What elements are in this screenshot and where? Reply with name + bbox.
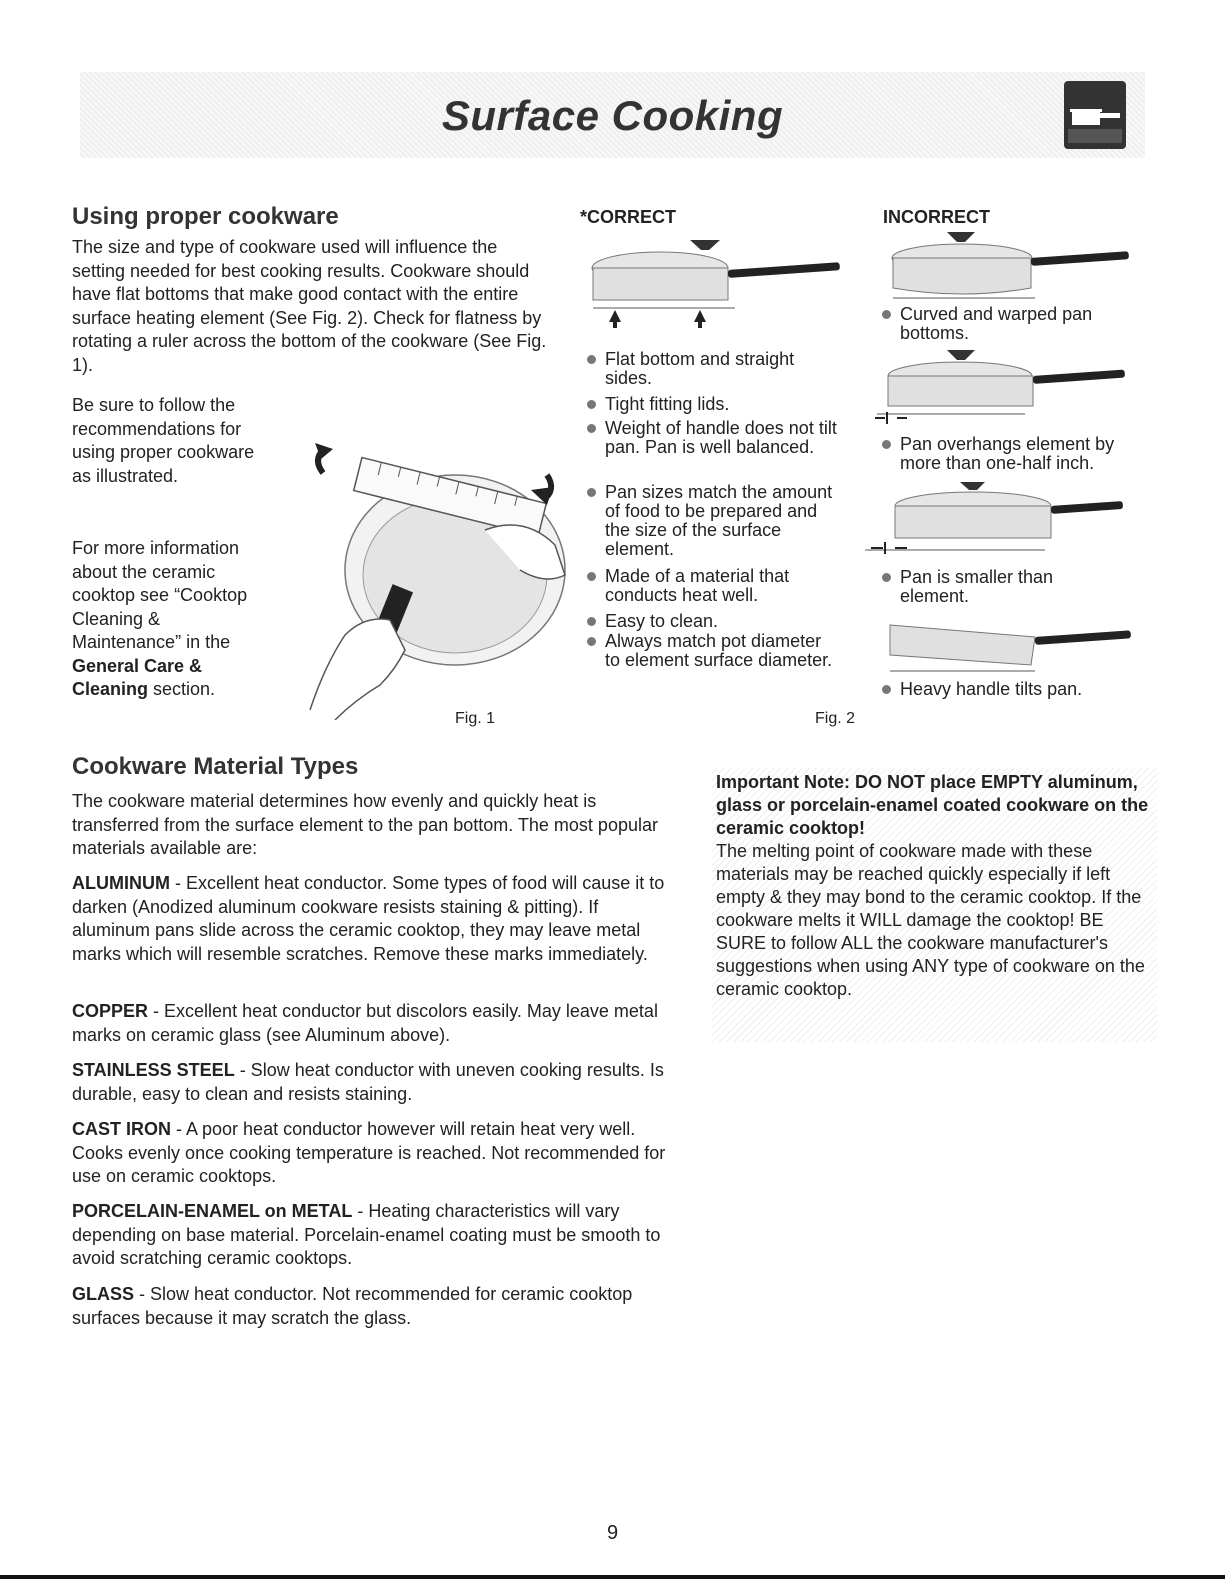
fig1-illustration bbox=[295, 435, 580, 720]
material-text: - Slow heat conductor. Not recommended for ceramic cooktop surfaces because it may scratch the glass. bbox=[72, 1284, 633, 1328]
material-item bbox=[72, 1000, 672, 1047]
material-text: - Slow heat conductor with uneven cooking results. Is durable, easy to clean and resists staining. bbox=[72, 1060, 664, 1104]
material-text: - Heating characteristics will vary depending on base material. Porcelain-enamel coating must be smooth to avoid scratching ceramic cooktops. bbox=[72, 1201, 661, 1268]
important-note-text: The melting point of cookware made with these materials may be reached quickly especially if left empty & they may bond to the ceramic cooktop. If the cookware melts it WILL damage the cooktop! BE SURE to follow ALL the cookware manufacturer's suggestions when using ANY type of cookware on the ceramic cooktop. bbox=[716, 841, 1145, 999]
material-item bbox=[72, 872, 672, 966]
incorrect-heading: INCORRECT bbox=[883, 207, 990, 227]
more-info-bold: General Care & Cleaning bbox=[72, 655, 203, 699]
cookware-more-info bbox=[72, 537, 272, 702]
cookware-intro: The size and type of cookware used will influence the setting needed for best cooking results. Cookware should have flat bottoms that make good contact with the entire surface heating element (See Fig. 2). Check for flatness by rotating a ruler across the bottom of the cookware (See Fig. 1). bbox=[72, 237, 547, 375]
correct-pan-illustration bbox=[585, 238, 850, 328]
warped-pan-illustration bbox=[885, 230, 1135, 302]
pan-icon bbox=[1064, 81, 1126, 149]
page-number: 9 bbox=[606, 1522, 619, 1544]
material-name: CAST IRON bbox=[72, 1119, 171, 1139]
materials-heading: Cookware Material Types bbox=[72, 753, 359, 780]
correct-item: Made of a material that conducts heat well. bbox=[585, 567, 840, 605]
cookware-heading: Using proper cookware bbox=[72, 203, 339, 230]
material-name: COPPER bbox=[72, 1001, 149, 1021]
material-text: - A poor heat conductor however will retain heat very well. Cooks evenly once cooking temperature is reached. Not recommended for use on ceramic cooktops. bbox=[72, 1119, 666, 1186]
more-info-suffix: section. bbox=[148, 679, 216, 699]
materials-intro: The cookware material determines how evenly and quickly heat is transferred from the surface element to the pan bottom. The most popular materials available are: bbox=[72, 791, 658, 858]
fig1-label: Fig. 1 bbox=[455, 710, 496, 727]
overhang-pan-illustration bbox=[875, 350, 1130, 430]
bottom-rule bbox=[0, 1575, 1225, 1579]
incorrect-item: Curved and warped pan bottoms. bbox=[880, 305, 1120, 343]
small-pan-illustration bbox=[865, 478, 1130, 558]
material-text: - Excellent heat conductor. Some types of food will cause it to darken (Anodized aluminum cookware resists staining & pitting). If aluminum pans slide across the ceramic cooktop, they may leave metal marks which will resemble scratches. Remove these marks immediately. bbox=[72, 873, 665, 964]
material-name: STAINLESS STEEL bbox=[72, 1060, 235, 1080]
correct-heading: *CORRECT bbox=[580, 207, 677, 227]
correct-item: Weight of handle does not tilt pan. Pan is well balanced. bbox=[585, 419, 840, 457]
page-title: Surface Cooking bbox=[441, 92, 784, 139]
cookware-follow: Be sure to follow the recommendations for using proper cookware as illustrated. bbox=[72, 395, 255, 486]
correct-item: Tight fitting lids. bbox=[585, 395, 840, 414]
material-item bbox=[72, 1200, 672, 1271]
material-name: GLASS bbox=[72, 1284, 135, 1304]
important-note bbox=[712, 768, 1157, 1042]
correct-item: Flat bottom and straight sides. bbox=[585, 350, 840, 388]
material-item bbox=[72, 1118, 672, 1189]
material-name: ALUMINUM bbox=[72, 873, 170, 893]
correct-item: Pan sizes match the amount of food to be prepared and the size of the surface element. bbox=[585, 483, 840, 559]
material-name: PORCELAIN-ENAMEL on METAL bbox=[72, 1201, 353, 1221]
incorrect-item: Heavy handle tilts pan. bbox=[880, 680, 1130, 699]
material-item bbox=[72, 1059, 672, 1106]
incorrect-item: Pan overhangs element by more than one-half inch. bbox=[880, 435, 1140, 473]
material-text: - Excellent heat conductor but discolors easily. May leave metal marks on ceramic glass (see Aluminum above). bbox=[72, 1001, 658, 1045]
fig2-label: Fig. 2 bbox=[815, 710, 856, 727]
header-banner bbox=[80, 72, 1145, 158]
incorrect-item: Pan is smaller than element. bbox=[880, 568, 1120, 606]
important-note-heading: Important Note: DO NOT place EMPTY aluminum, glass or porcelain-enamel coated cookware on the ceramic cooktop! bbox=[716, 772, 1149, 838]
correct-item: Easy to clean. bbox=[585, 612, 840, 631]
correct-item: Always match pot diameter to element surface diameter. bbox=[585, 632, 840, 670]
tilted-pan-illustration bbox=[885, 615, 1135, 675]
more-info-text: For more information about the ceramic cooktop see “Cooktop Cleaning & Maintenance” in the bbox=[72, 538, 248, 652]
material-item bbox=[72, 1283, 672, 1330]
